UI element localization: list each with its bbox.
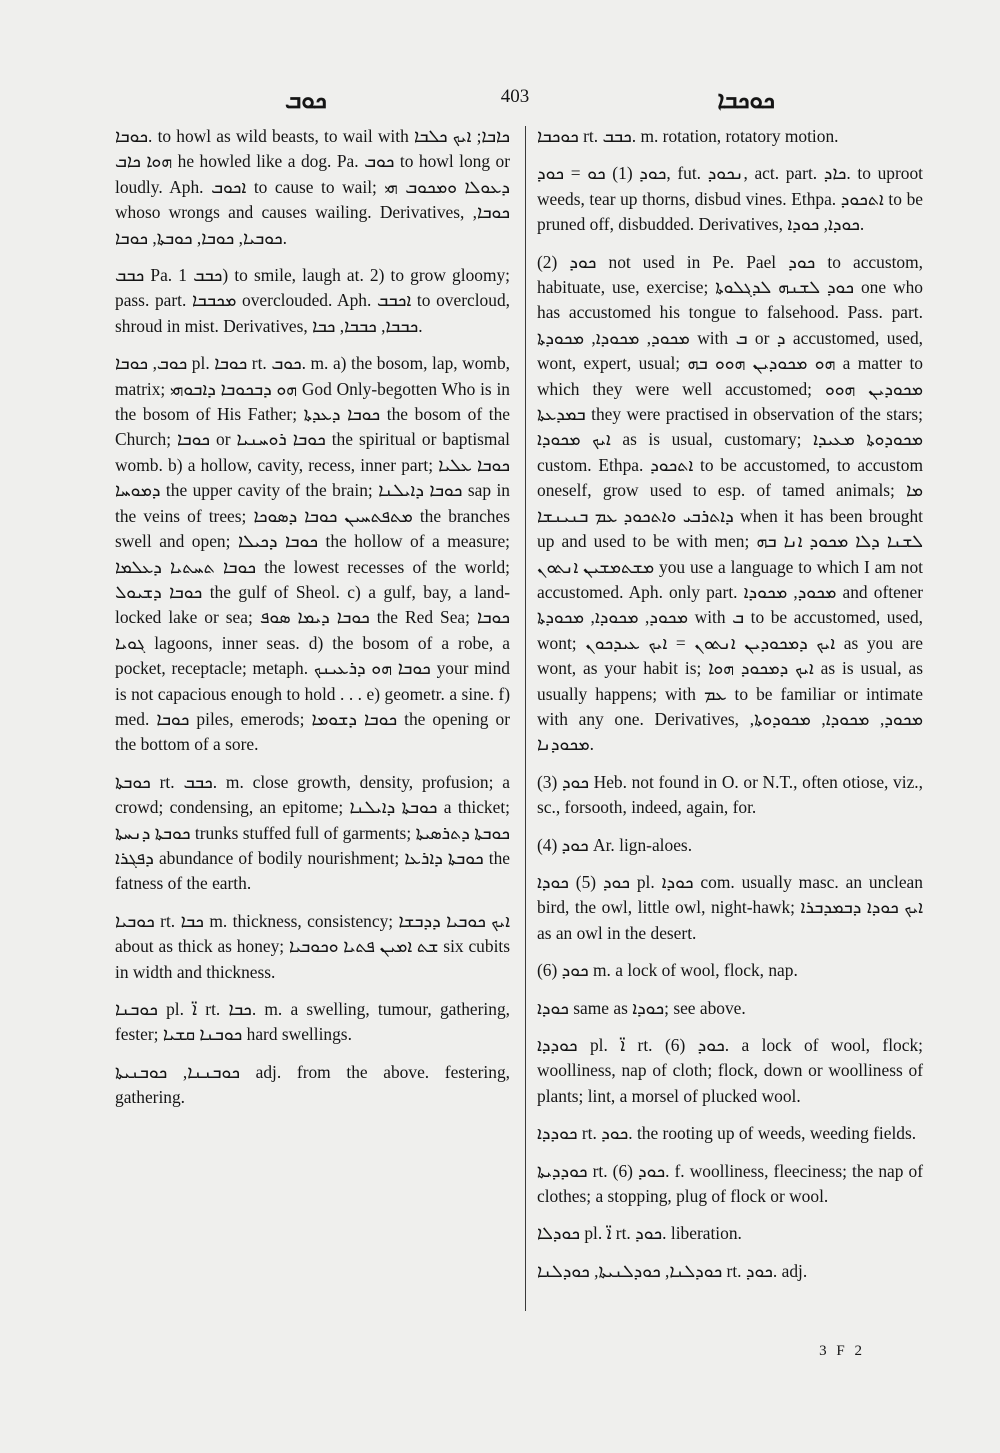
entry: ܟܘܟܒܐ rt. ܟܒܒ. m. rotation, rotatory motion. xyxy=(537,126,839,146)
entry: ܟܘܒܬܐ rt. ܟܒܒ. m. close growth, density, profusion; a crowd; condensing, an epitome; ܟܘܒܬܐ ܕܐܝܠܢܐ a thicket; ܟܘܒܬܐ ܕܢܚܬܐ trunks stuffed full of garments; ܟܘܒܬܐ ܕܬܪܣܝܬܐ ܕܦܓܪܐ abundance of bodily nourishment; ܟܘܒܬܐ ܕܐܪܥܐ the fatness of the earth. xyxy=(115,771,510,894)
right-column xyxy=(537,124,923,1296)
entry: ܟܘܕܕܐ pl. ܐ̈ rt. ܟܘܕ (6). a lock of wool, flock; woolliness, nap of cloth; flock, down or woolliness of plants; lint, a morsel of plucked wool. xyxy=(537,1035,923,1106)
entry: ܟܘܒܐ. to howl as wild beasts, to wail with ܟܐܒܐ; ܐܝܟ ܟܠܒܐ ܗܘܐ ܟܐܒ he howled like a dog. Pa. ܟܘܒ to howl long or loudly. Aph. ܐܟܘܒ to cause to wail; ܕܥܘܠܐ ܘܡܟܘܒ ܗܝ whoso wrongs and causes wailing. Derivatives, ܟܘܒܐ, ܟܘܒܝܐ, ܟܘܒܐ, ܟܘܒܬܐ, ܟܘܒܐ. xyxy=(115,126,511,248)
entry: ܟܘܒܢܐ pl. ܐ̈ rt. ܟܒܐ. m. a swelling, tumour, gathering, fester; ܟܘܒܢܐ ܩܫܝܐ hard swellings. xyxy=(115,999,510,1045)
header-left-word: ܟܘܒ xyxy=(285,86,327,114)
entry: ܟܘܒܝܐ rt. ܟܒܐ m. thickness, consistency; ܐܝܟ ܟܘܒܝܐ ܕܕܒܫܐ about as thick as honey; ܫܬ ܐܡܝܢ ܦܬܝܐ ܘܟܘܒܝܐ six cubits in width and thickness. xyxy=(115,910,510,982)
signature-mark: 3 F 2 xyxy=(819,1343,865,1359)
entry: ܟܘܕ (3) Heb. not found in O. or N.T., often otiose, viz., sc., forsooth, indeed, again, for. xyxy=(537,771,923,818)
entry: ܟܘܕܕܐ rt. ܟܘܕ. the rooting up of weeds, weeding fields. xyxy=(537,1123,917,1144)
entry: ܟܘܒܢܢܐ, ܟܘܒܢܝܬܐ adj. from the above. festering, gathering. xyxy=(115,1061,510,1108)
header-right-word: ܟܘܟܒܐ xyxy=(717,86,775,114)
page-header xyxy=(115,84,915,114)
entry: ܟܘܕ (2) not used in Pe. Pael ܟܘܕ to accustom, habituate, use, exercise; ܟܘܕ ܠܫܢܗ ܠܕܓܠܘܬܐ one who has accustomed his tongue to falsehood. Pass. part. ܡܟܘܕ, ܡܟܘܕܐ, ܡܟܘܕܬܐ with ܒ or ܕ accustomed, used, wont, expert, usual; ܗܘ ܡܟܘܕܝܢ ܗܘܘ ܒܗ a matter to which they were well accustomed; ܡܟܘܕܝܢ ܗܘܘ ܒܡܕܥܬܐ they were practised in observation of the stars; ܐܝܟ ܡܟܘܕܐ as is usual, customary; ܡܟܘܕܘܬܐ ܡܥܝܕܐ custom. Ethpa. ܐܬܟܘܕ to be accustomed, to accustom oneself, grow used to esp. of tamed animals; ܡܐ ܕܐܬܪܒܝ ܘܐܬܟܘܕ ܥܡ ܒܢܝܢܫܐ when it has been brought up and used to be with men; ܠܫܢܐ ܕܠܐ ܡܟܘܕ ܐܢܐ ܒܗ ܡܫܬܡܫܝܢ ܐܢܬܘܢ you use a language to which I am not accustomed. Aph. only part. ܡܟܘܕ, ܡܟܘܕܐ and oftener ܡܟܘܕ, ܡܟܘܕܐ, ܡܟܘܕܬܐ with ܒ to be accustomed, used, wont; ܐܝܟ ܕܡܟܘܕܝܢ ܐܢܬܘܢ = ܐܝܟ ܥܝܕܟܘܢ as you are wont, as your habit is; ܐܝܟ ܕܡܟܘܕ ܗܘܐ as is usual, as usually happens; with ܥܡ to be familiar or intimate with any one. Derivatives, ܡܟܘܕ, ܡܟܘܕܐ, ܡܟܘܕܘܬܐ, ܡܟܘܕܢܐ. xyxy=(537,251,924,755)
entry: ܟܘܕ (6) m. a lock of wool, flock, nap. xyxy=(537,960,798,981)
entry: ܟܒܒ Pa. ܟܒܒ 1) to smile, laugh at. 2) to grow gloomy; pass. part. ܡܟܒܒܐ overclouded. Aph. ܐܟܒܒ to overcloud, shroud in mist. Derivatives, ܟܒܒܐ, ܟܒܒܐ, ܟܒܐ. xyxy=(115,265,511,336)
entry: ܟܘܕ (4) Ar. lign-aloes. xyxy=(537,834,693,855)
entry: ܟܘܕܠܐ pl. ܐ̈ rt. ܟܘܕ. liberation. xyxy=(537,1223,742,1244)
entry: ܟܘܕ (5) ܟܘܕܐ pl. ܟܘܕܐ com. usually masc. an unclean bird, the owl, little owl, night-hawk; ܐܝܟ ܟܘܕܐ ܕܒܡܕܒܪܐ as an owl in the desert. xyxy=(537,871,923,943)
column-divider xyxy=(525,126,526,1311)
entry: ܟܘܕܕܝܬܐ rt. ܟܘܕ (6). f. woolliness, fleeciness; the nap of clothes; a stopping, plug of flock or wool. xyxy=(537,1160,923,1207)
entry: ܟܘܕܐ same as ܟܘܕܐ; see above. xyxy=(537,997,746,1018)
entry: ܟܘܒ, ܟܘܒܐ pl. ܟܘܒܐ rt. ܟܘܒ. m. a) the bosom, lap, womb, matrix; ܗܘ ܕܒܟܘܒܐ ܕܐܒܘܗܝ God Only-begotten Who is in the bosom of His Father; ܟܘܒܐ ܕܥܕܬܐ the bosom of the Church; ܟܘܒܐ or ܟܘܒܐ ܪܘܚܢܝܐ the spiritual or baptismal womb. b) a hollow, cavity, recess, inner part; ܟܘܒܐ ܥܠܝܐ ܕܡܘܚܐ the upper cavity of the brain; ܟܘܒܐ ܕܐܝܠܢܐ sap in the veins of trees; ܡܬܦܬܚܝܢ ܟܘܒܐ ܕܣܘܟܐ the branches swell and open; ܟܘܒܐ ܕܟܝܠܐ the hollow of a measure; ܟܘܒܐ ܬܚܬܝܐ ܕܥܠܡܐ the lowest recesses of the world; ܟܘܒܐ ܕܫܝܘܠ the gulf of Sheol. c) a gulf, bay, a land-locked lake or sea; ܟܘܒܐ ܕܝܡܐ ܣܘܦ the Red Sea; ܟܘܒܐ ܓܘܝܐ lagoons, inner seas. d) the bosom of a robe, a pocket, receptacle; metaph. ܟܘܒܐ ܗܘ ܕܪܥܝܢܟ your mind is not capacious enough to hold . . . e) geometr. a sine. f) med. ܟܘܒܐ piles, emerods; ܟܘܒܐ ܕܫܘܡܐ the opening or the bottom of a sore. xyxy=(115,353,511,755)
entry: ܟܘܕܠܢܐ, ܟܘܕܠܢܝܬܐ, ܟܘܕܠܢܐ rt. ܟܘܕ. adj. xyxy=(537,1260,808,1281)
left-column xyxy=(115,124,510,1123)
page-number: 403 xyxy=(500,86,530,107)
entry: ܟܘܕ (1) ܟܘ = ܟܘܕ, fut. ܢܟܘܕ, act. part. ܟܐܕ. to uproot weeds, tear up thorns, disbud vines. Ethpa. ܐܬܟܘܕ to be pruned off, disbudded. Derivatives, ܟܘܕܐ, ܟܘܕܐ. xyxy=(537,163,923,235)
